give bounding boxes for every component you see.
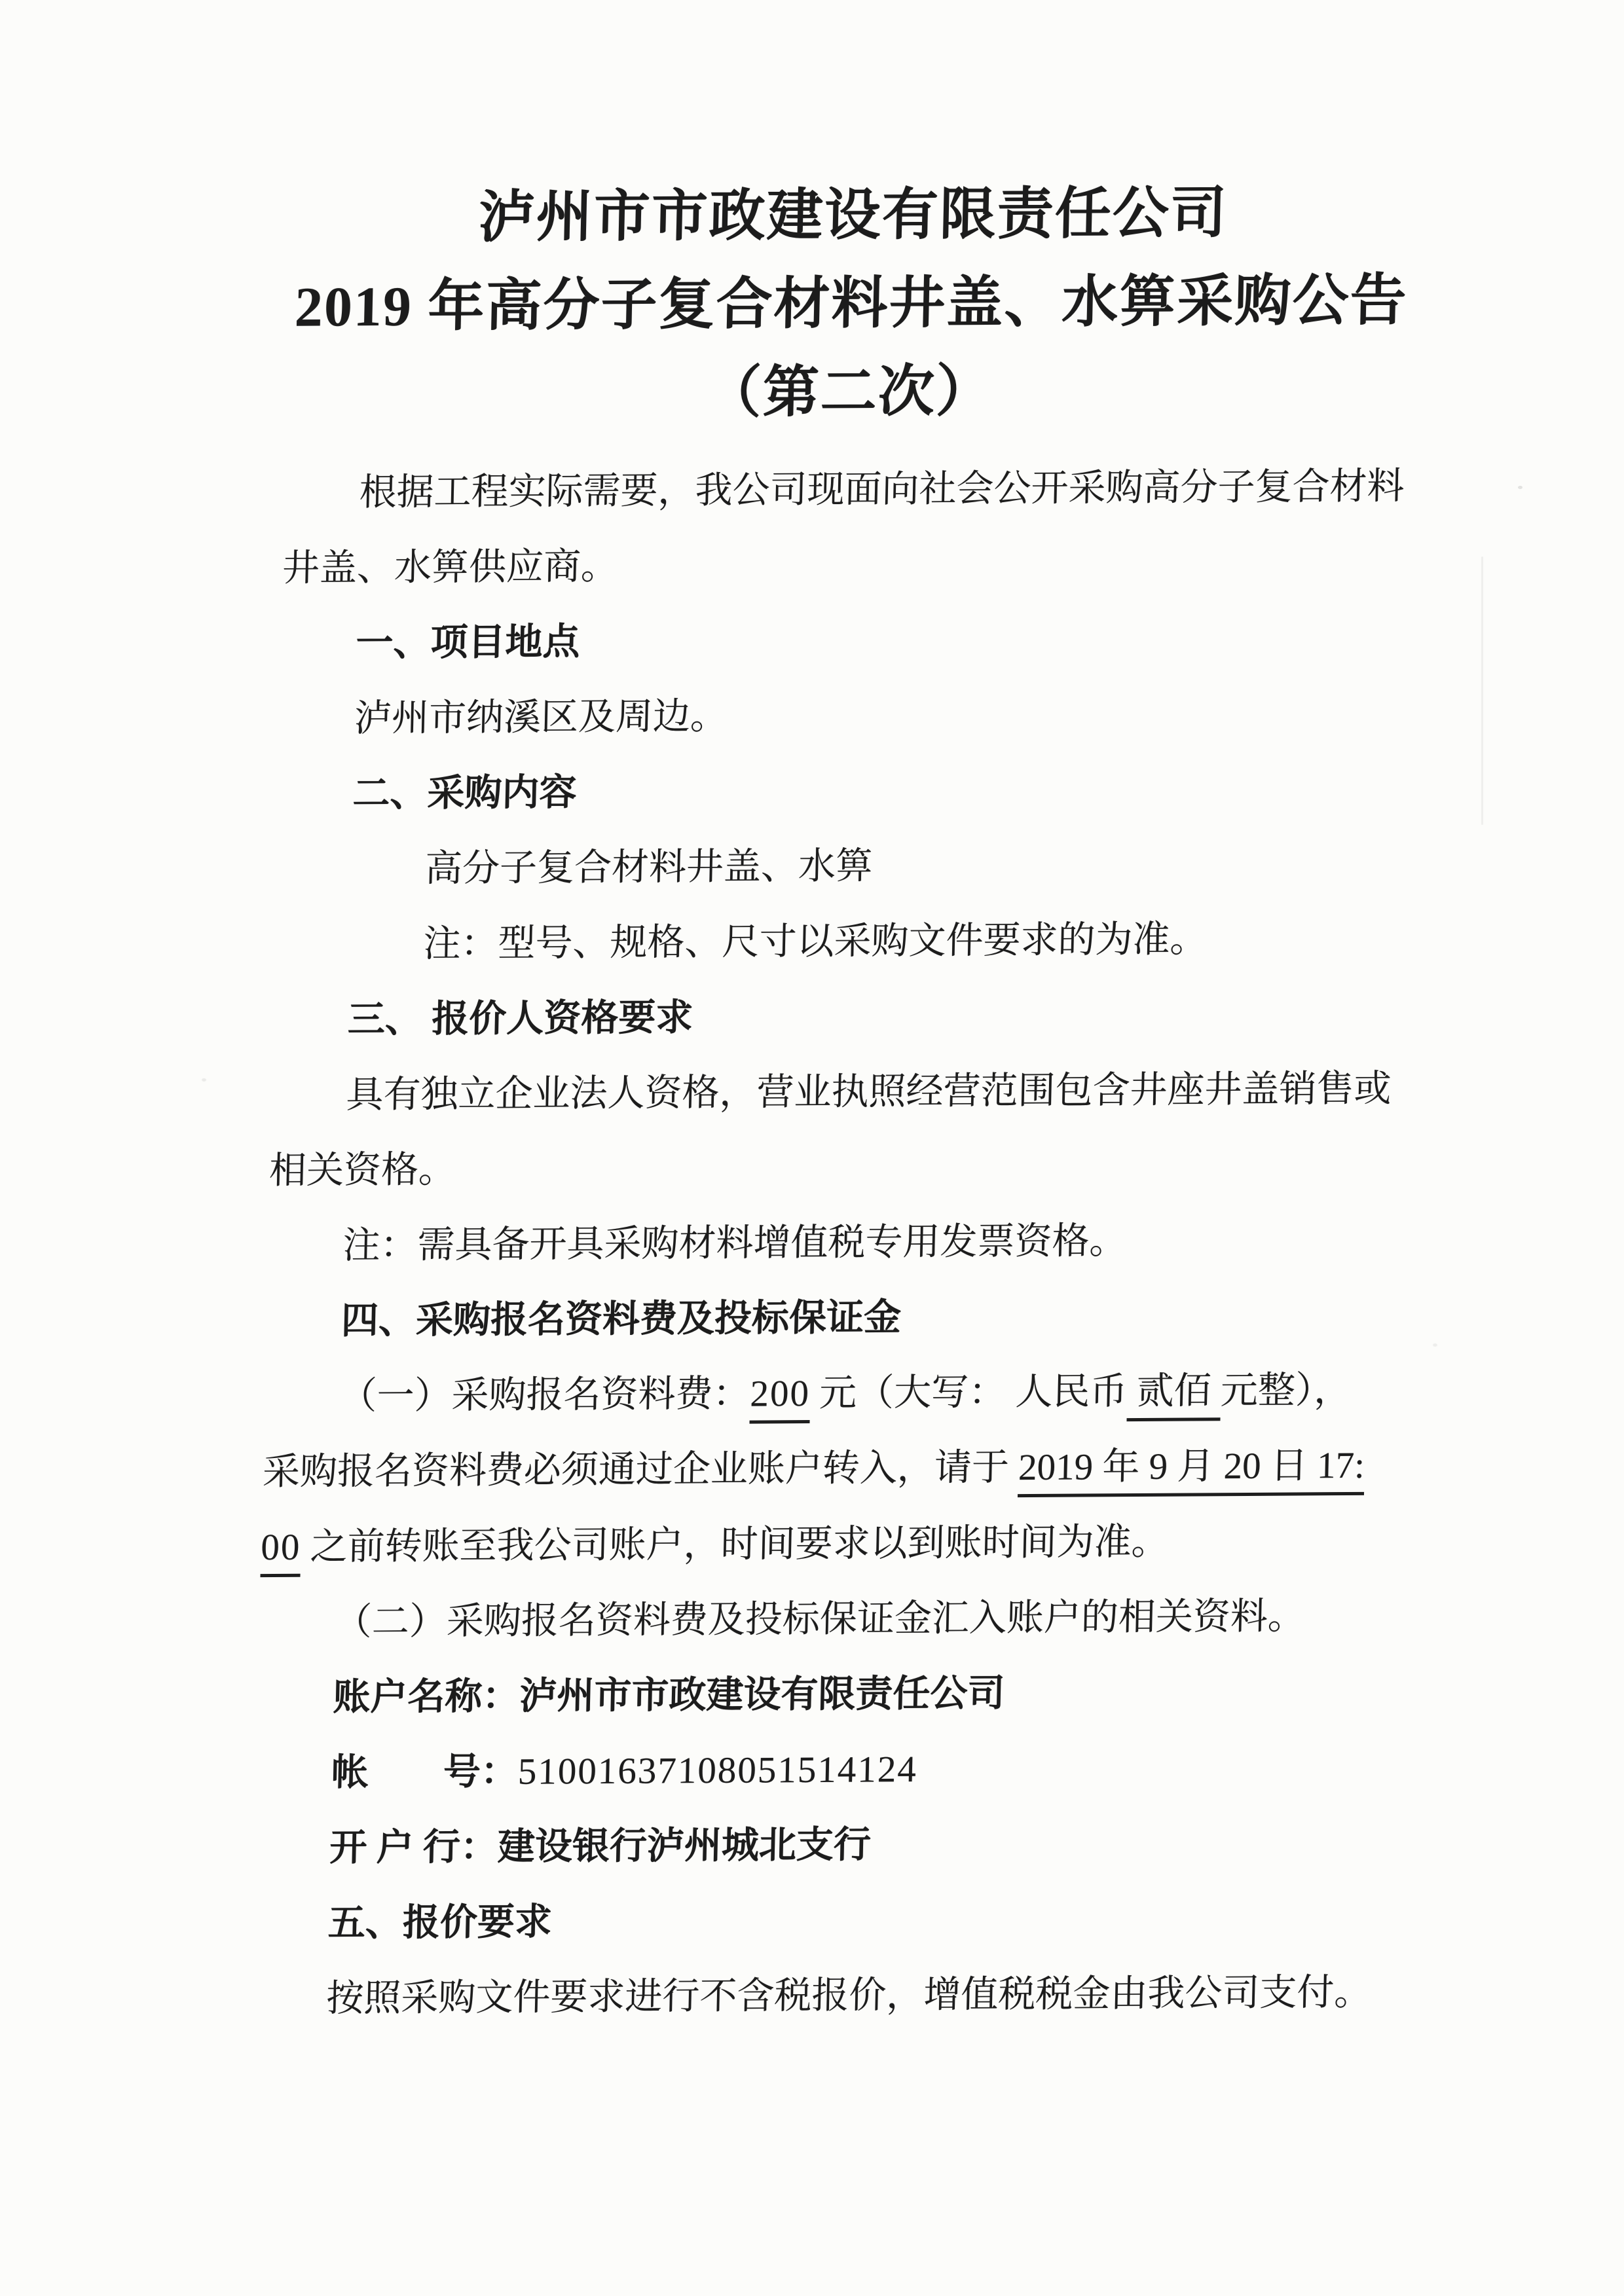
section3-line-2: 相关资格。	[268, 1149, 456, 1192]
section4-transfer-line-2	[260, 1503, 1388, 1586]
section4-transfer-line-1	[262, 1428, 1390, 1510]
section3-line-1: 具有独立企业法人资格，营业执照经营范围包含井座井盖销售或	[345, 1068, 1392, 1116]
document-body	[250, 448, 1411, 2037]
fee-end-text: 元整），	[1220, 1369, 1352, 1412]
transfer-deadline-date: 2019 年 9 月 20 日 17:	[1018, 1445, 1365, 1497]
section5-heading: 五、报价要求	[327, 1901, 553, 1944]
intro-line-1: 根据工程实际需要，我公司现面向社会公开采购高分子复合材料	[358, 465, 1405, 514]
account-number-label: 帐 号：	[331, 1751, 519, 1794]
section3-note: 注：需具备开具采购材料增值税专用发票资格。	[342, 1220, 1128, 1267]
transfer-end-text: 之前转账至我公司账户，时间要求以到账时间为准。	[300, 1521, 1170, 1568]
section2-heading: 二、采购内容	[352, 772, 578, 815]
title-announcement: 2019 年高分子复合材料井盖、水箅采购公告	[294, 268, 1409, 338]
section5-body: 按照采购文件要求进行不含税报价，增值税税金由我公司支付。	[325, 1971, 1373, 2020]
fee-label-text: （一）采购报名资料费：	[339, 1373, 751, 1417]
bank-line	[253, 1804, 1381, 1887]
section2-item: 高分子复合材料井盖、水箅	[424, 845, 874, 890]
bank-label: 开 户 行：	[329, 1826, 498, 1869]
account-name-label: 账户名称：	[332, 1675, 521, 1719]
intro-line-2: 井盖、水箅供应商。	[282, 545, 619, 589]
document-title	[285, 168, 1417, 440]
section3-heading: 三、 报价人资格要求	[347, 997, 693, 1041]
account-name-line	[257, 1654, 1384, 1736]
section4-fee-line	[263, 1353, 1391, 1435]
fee-amount-capitalized: 贰佰	[1126, 1370, 1221, 1421]
fee-mid-text: 元（大写： 人民币	[809, 1371, 1128, 1415]
account-number-value: 51001637108051514124	[517, 1749, 918, 1793]
transfer-text: 采购报名资料费必须通过企业账户转入，请于	[262, 1447, 1019, 1493]
section1-body: 泸州市纳溪区及周边。	[354, 695, 728, 740]
bank-value: 建设银行泸州城北支行	[497, 1824, 872, 1868]
fee-amount: 200	[749, 1373, 810, 1424]
account-number-line	[255, 1729, 1383, 1812]
title-company-name: 泸州市市政建设有限责任公司	[477, 181, 1228, 249]
section4-account-intro: （二）采购报名资料费及投标保证金汇入账户的相关资料。	[334, 1595, 1306, 1643]
section4-heading: 四、采购报名资料费及投标保证金	[341, 1297, 902, 1342]
section2-note: 注：型号、规格、尺寸以采购文件要求的为准。	[422, 919, 1208, 965]
transfer-deadline-minutes: 00	[260, 1527, 301, 1577]
account-name-value: 泸州市市政建设有限责任公司	[519, 1673, 1006, 1717]
section1-heading: 一、项目地点	[355, 621, 581, 665]
title-round: （第二次）	[704, 359, 994, 424]
